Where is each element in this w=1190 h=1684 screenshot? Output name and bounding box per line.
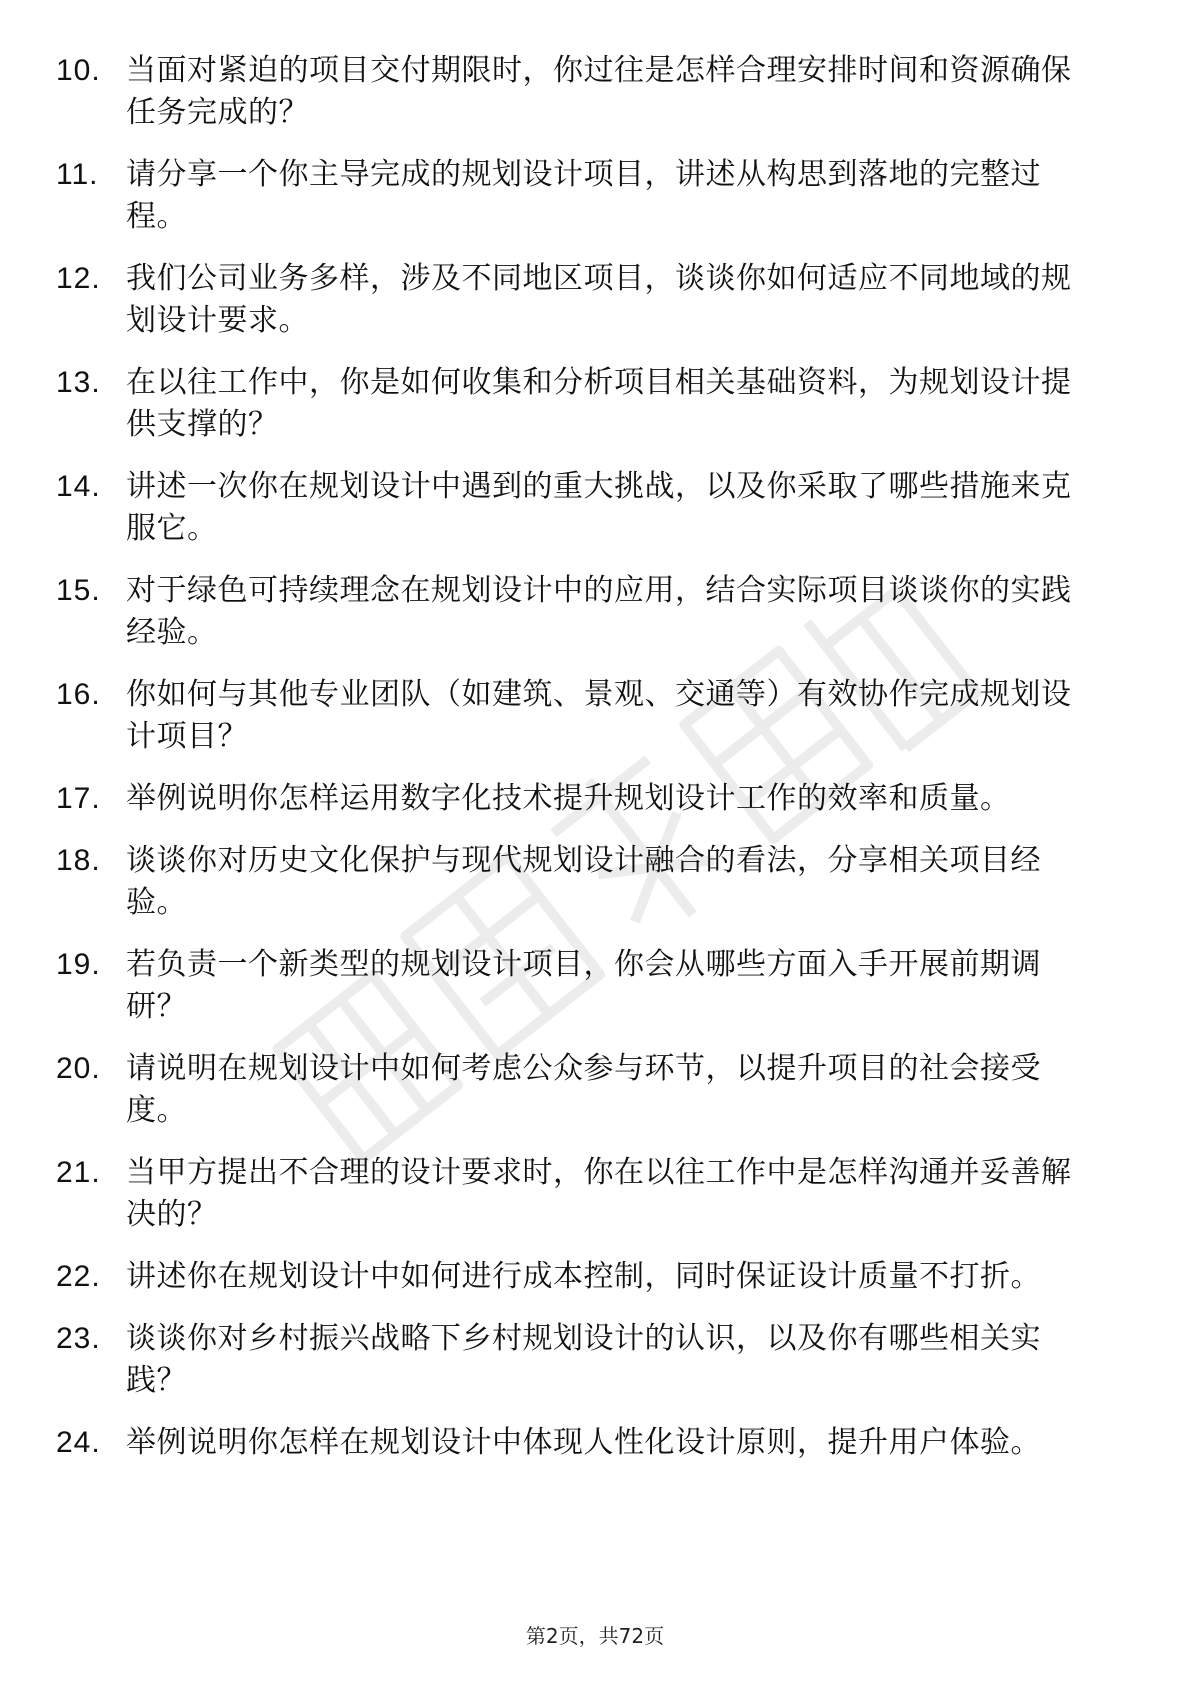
- question-text: 在以往工作中，你是如何收集和分析项目相关基础资料，为规划设计提供支撑的？: [126, 365, 1072, 442]
- question-item: [56, 1318, 1136, 1402]
- question-number: 12.: [56, 262, 101, 295]
- question-item: [56, 944, 1136, 1028]
- question-item: [56, 50, 1136, 134]
- question-number: 16.: [56, 678, 101, 711]
- question-text: 谈谈你对历史文化保护与现代规划设计融合的看法，分享相关项目经验。: [126, 843, 1041, 920]
- question-number: 15.: [56, 574, 101, 607]
- question-number: 22.: [56, 1260, 101, 1293]
- question-item: [56, 466, 1136, 550]
- page-footer: [0, 1620, 1190, 1649]
- question-number: 17.: [56, 782, 101, 815]
- question-item: [56, 1152, 1136, 1236]
- question-text: 当甲方提出不合理的设计要求时，你在以往工作中是怎样沟通并妥善解决的？: [126, 1155, 1072, 1232]
- question-number: 24.: [56, 1426, 101, 1459]
- question-number: 11.: [56, 158, 99, 191]
- question-number: 21.: [56, 1156, 101, 1189]
- question-text: 你如何与其他专业团队（如建筑、景观、交通等）有效协作完成规划设计项目？: [126, 677, 1072, 754]
- question-item: [56, 570, 1136, 654]
- question-item: [56, 1256, 1136, 1298]
- question-text: 谈谈你对乡村振兴战略下乡村规划设计的认识，以及你有哪些相关实践？: [126, 1321, 1041, 1398]
- question-item: [56, 1048, 1136, 1132]
- question-item: [56, 674, 1136, 758]
- question-item: [56, 1422, 1136, 1464]
- question-number: 23.: [56, 1322, 101, 1355]
- question-item: [56, 154, 1136, 238]
- question-text: 请说明在规划设计中如何考虑公众参与环节，以提升项目的社会接受度。: [126, 1051, 1041, 1128]
- question-text: 请分享一个你主导完成的规划设计项目，讲述从构思到落地的完整过程。: [126, 157, 1041, 234]
- question-number: 13.: [56, 366, 101, 399]
- question-text: 举例说明你怎样在规划设计中体现人性化设计原则，提升用户体验。: [126, 1425, 1041, 1460]
- question-item: [56, 362, 1136, 446]
- question-text: 对于绿色可持续理念在规划设计中的应用，结合实际项目谈谈你的实践经验。: [126, 573, 1072, 650]
- question-item: [56, 778, 1136, 820]
- question-text: 讲述你在规划设计中如何进行成本控制，同时保证设计质量不打折。: [126, 1259, 1041, 1294]
- question-number: 18.: [56, 844, 101, 877]
- question-number: 19.: [56, 948, 101, 981]
- question-item: [56, 258, 1136, 342]
- question-item: [56, 840, 1136, 924]
- page-indicator: 第2页，共72页: [525, 1624, 665, 1648]
- question-number: 10.: [56, 54, 101, 87]
- question-list: [56, 50, 1136, 1484]
- question-text: 我们公司业务多样，涉及不同地区项目，谈谈你如何适应不同地域的规划设计要求。: [126, 261, 1072, 338]
- question-text: 讲述一次你在规划设计中遇到的重大挑战，以及你采取了哪些措施来克服它。: [126, 469, 1072, 546]
- question-text: 当面对紧迫的项目交付期限时，你过往是怎样合理安排时间和资源确保任务完成的？: [126, 53, 1072, 130]
- question-text: 举例说明你怎样运用数字化技术提升规划设计工作的效率和质量。: [126, 781, 1011, 816]
- question-number: 20.: [56, 1052, 101, 1085]
- question-number: 14.: [56, 470, 101, 503]
- question-text: 若负责一个新类型的规划设计项目，你会从哪些方面入手开展前期调研？: [126, 947, 1041, 1024]
